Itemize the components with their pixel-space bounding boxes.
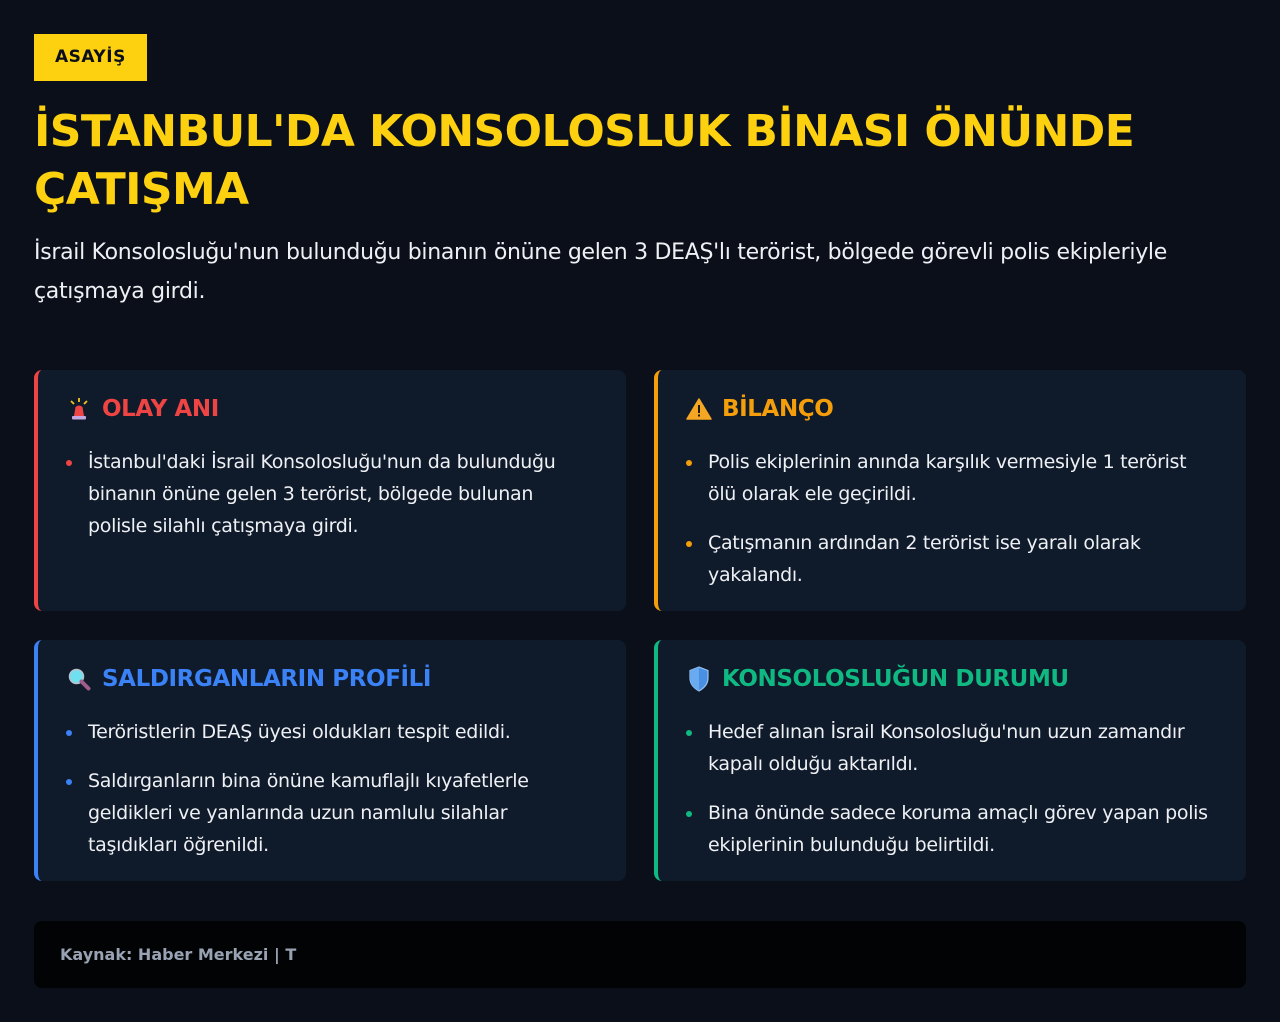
card-title [66,664,596,694]
warning-icon [686,396,712,422]
bullet-icon [66,730,72,736]
source-footer [34,921,1246,988]
card-bilanco [654,370,1246,611]
list-item: Polis ekiplerinin anında karşılık vermesiyle 1 terörist ölü olarak ele geçirildi. [686,446,1216,510]
list-item: Teröristlerin DEAŞ üyesi oldukları tespit edildi. [66,716,596,748]
card-konsoloslugun-durumu [654,640,1246,881]
bullet-icon [66,779,72,785]
list-item: Bina önünde sadece koruma amaçlı görev yapan polis ekiplerinin bulunduğu belirtildi. [686,797,1216,861]
siren-icon [66,396,92,422]
list-item: Çatışmanın ardından 2 terörist ise yaralı olarak yakalandı. [686,527,1216,591]
headline: İSTANBUL'DA KONSOLOSLUK BİNASI ÖNÜNDE ÇATIŞMA [34,106,1135,215]
category-badge: ASAYİŞ [34,34,147,81]
source-text: Kaynak: Haber Merkezi | T [60,945,297,964]
magnifier-icon [66,666,92,692]
card-title [66,394,596,424]
lead-paragraph: İsrail Konsolosluğu'nun bulunduğu binanın önüne gelen 3 DEAŞ'lı terörist, bölgede görevli polis ekipleriyle çatışmaya girdi. [34,240,1167,304]
bullet-icon [686,541,692,547]
bullet-icon [686,730,692,736]
list-item: Saldırganların bina önüne kamuflajlı kıyafetlerle geldikleri ve yanlarında uzun namlulu silahlar taşıdıkları öğrenildi. [66,765,596,861]
card-title-text: SALDIRGANLARIN PROFİLİ [102,666,432,692]
card-title-text: BİLANÇO [722,396,834,422]
card-title-text: KONSOLOSLUĞUN DURUMU [722,666,1069,692]
shield-icon [686,666,712,692]
info-cards-grid [34,370,1246,881]
list-item: İstanbul'daki İsrail Konsolosluğu'nun da bulunduğu binanın önüne gelen 3 terörist, bölgede bulunan polisle silahlı çatışmaya girdi. [66,446,596,542]
card-saldirganlarin-profili [34,640,626,881]
bullet-icon [686,460,692,466]
bullet-icon [66,460,72,466]
card-olay-ani [34,370,626,611]
list-item: Hedef alınan İsrail Konsolosluğu'nun uzun zamandır kapalı olduğu aktarıldı. [686,716,1216,780]
card-title [686,394,1216,424]
card-title-text: OLAY ANI [102,396,219,422]
bullet-icon [686,811,692,817]
card-title [686,664,1216,694]
